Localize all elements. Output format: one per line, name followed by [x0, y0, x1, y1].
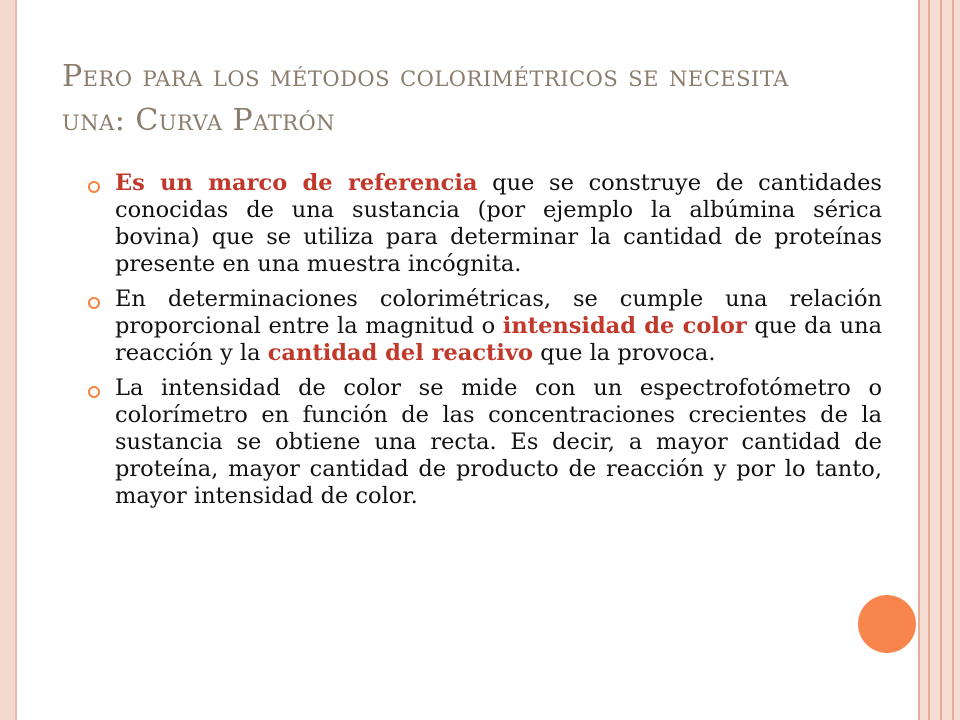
- right-stripe: [928, 0, 930, 720]
- bullet-text: que la provoca.: [533, 340, 716, 366]
- bullet-icon: [88, 181, 100, 193]
- bullet-text: La intensidad de color se mide con un espectrofotómetro o colorímetro en función de las concentraciones crecientes de la sustancia se obtiene una recta. Es decir, a mayor cantidad de proteína, mayor cantidad de producto de reacción y por lo tanto, mayor intensidad de color.: [115, 375, 882, 509]
- slide-title: Pero para los métodos colorimétricos se necesita una: Curva Patrón: [62, 59, 789, 138]
- bullet-item: [88, 375, 882, 510]
- bullet-text: que da una reacción y la: [115, 313, 883, 366]
- bullet-list: [88, 170, 882, 518]
- right-stripe: [952, 0, 954, 720]
- right-stripe: [918, 0, 920, 720]
- decorative-circle: [858, 595, 916, 653]
- right-stripe: [940, 0, 942, 720]
- bullet-icon: [88, 386, 100, 398]
- bullet-item: [88, 170, 882, 278]
- left-frame-border: [0, 0, 17, 720]
- bullet-highlight: cantidad del reactivo: [267, 340, 534, 366]
- bullet-icon: [88, 297, 100, 309]
- bullet-text: En determinaciones colorimétricas, se cumple una relación proporcional entre la magnitud o: [115, 286, 882, 339]
- bullet-text: que se construye de cantidades conocidas de una sustancia (por ejemplo la albúmina sérica bovina) que se utiliza para determinar la cantidad de proteínas presente en una muestra incógnita.: [115, 170, 882, 277]
- bullet-highlight: Es un marco de referencia: [115, 170, 478, 196]
- bullet-item: [88, 286, 882, 367]
- bullet-highlight: intensidad de color: [502, 313, 747, 339]
